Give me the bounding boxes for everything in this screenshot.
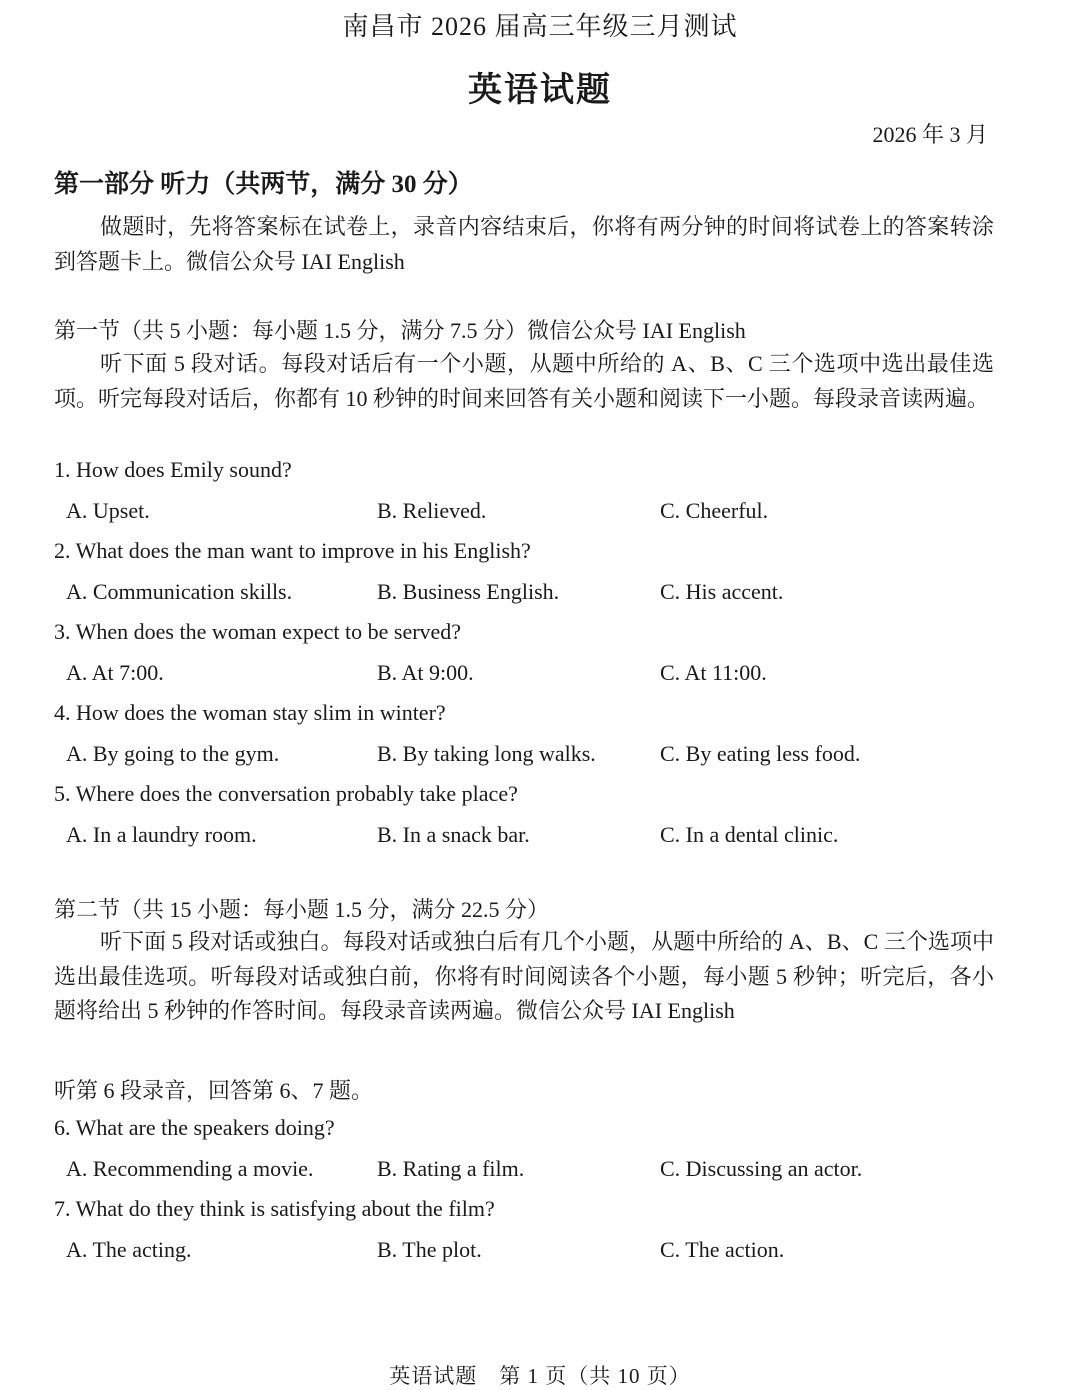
exam-date: 2026 年 3 月 (872, 122, 988, 147)
question-7-option-b: B. The plot. (377, 1237, 482, 1262)
exam-title: 英语试题 (468, 72, 612, 109)
question-3-option-c: C. At 11:00. (660, 660, 767, 685)
part1-intro: 做题时，先将答案标在试卷上，录音内容结束后，你将有两分钟的时间将试卷上的答案转涂到答题卡上。微信公众号 IAI English (54, 214, 994, 274)
question-2-stem: 2. What does the man want to improve in his English? (54, 538, 531, 563)
question-4-option-b: B. By taking long walks. (377, 741, 596, 766)
section2-instructions: 听下面 5 段对话或独白。每段对话或独白后有几个小题，从题中所给的 A、B、C 三个选项中选出最佳选项。听每段对话或独白前，你将有时间阅读各个小题，每小题 5 秒钟；听完后，各小题将给出 5 秒钟的作答时间。每段录音读两遍。微信公众号 IAI English (54, 929, 994, 1023)
question-5-stem: 5. Where does the conversation probably take place? (54, 781, 518, 806)
question-7-option-c: C. The action. (660, 1237, 785, 1262)
page-footer: 英语试题 第 1 页（共 10 页） (389, 1364, 691, 1388)
exam-subtitle: 南昌市 2026 届高三年级三月测试 (342, 12, 738, 41)
question-2-option-b: B. Business English. (377, 579, 560, 604)
question-4-stem: 4. How does the woman stay slim in winter? (54, 700, 446, 725)
question-2-option-a: A. Communication skills. (66, 579, 293, 604)
question-6-stem: 6. What are the speakers doing? (54, 1115, 335, 1140)
question-4-option-a: A. By going to the gym. (66, 741, 280, 766)
question-7-option-a: A. The acting. (66, 1237, 192, 1262)
question-6-option-b: B. Rating a film. (377, 1156, 525, 1181)
question-5-option-b: B. In a snack bar. (377, 822, 530, 847)
question-3-option-b: B. At 9:00. (377, 660, 474, 685)
question-3-stem: 3. When does the woman expect to be served? (54, 619, 462, 644)
question-1-option-a: A. Upset. (66, 498, 150, 523)
question-1-stem: 1. How does Emily sound? (54, 457, 292, 482)
question-2-option-c: C. His accent. (660, 579, 784, 604)
question-4-option-c: C. By eating less food. (660, 741, 861, 766)
recording-6-heading: 听第 6 段录音，回答第 6、7 题。 (54, 1078, 374, 1103)
question-1-option-c: C. Cheerful. (660, 498, 769, 523)
section1-title: 第一节（共 5 小题：每小题 1.5 分，满分 7.5 分）微信公众号 IAI English (54, 318, 746, 343)
question-1-option-b: B. Relieved. (377, 498, 487, 523)
section1-instructions: 听下面 5 段对话。每段对话后有一个小题，从题中所给的 A、B、C 三个选项中选出最佳选项。听完每段对话后，你都有 10 秒钟的时间来回答有关小题和阅读下一小题。每段录音读两遍。 (54, 351, 994, 411)
question-6-option-a: A. Recommending a movie. (66, 1156, 314, 1181)
question-6-option-c: C. Discussing an actor. (660, 1156, 863, 1181)
question-7-stem: 7. What do they think is satisfying about the film? (54, 1196, 495, 1221)
section2-title: 第二节（共 15 小题：每小题 1.5 分，满分 22.5 分） (54, 897, 550, 922)
question-5-option-c: C. In a dental clinic. (660, 822, 839, 847)
question-5-option-a: A. In a laundry room. (66, 822, 257, 847)
part1-title: 第一部分 听力（共两节，满分 30 分） (54, 171, 473, 198)
question-3-option-a: A. At 7:00. (66, 660, 164, 685)
